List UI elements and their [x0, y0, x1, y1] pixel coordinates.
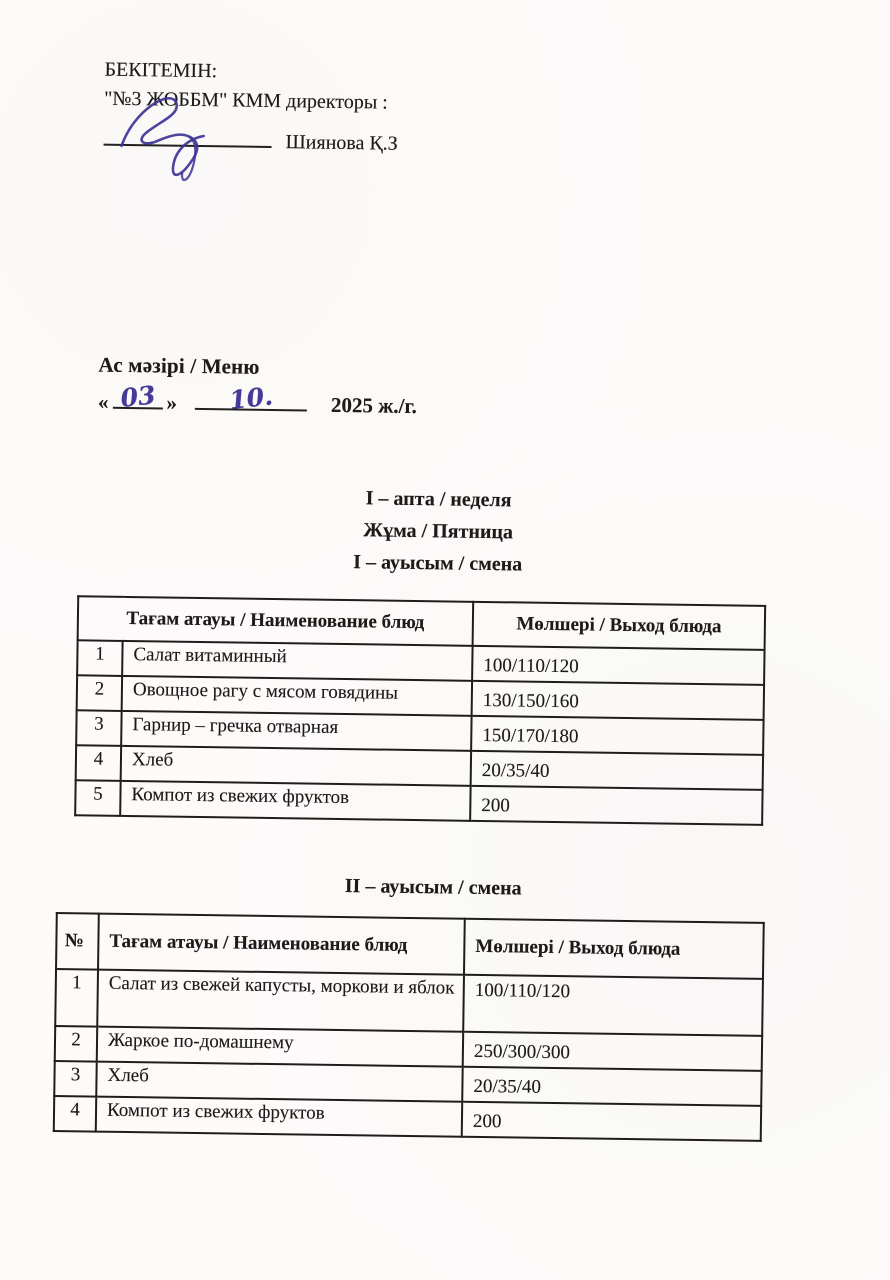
- portion-value: 100/110/120: [472, 646, 764, 685]
- menu-table-shift1: [74, 595, 766, 826]
- row-number: 1: [77, 640, 122, 676]
- menu-table-shift2: [53, 912, 765, 1142]
- week-heading: I – апта / неделя: [365, 487, 512, 512]
- month-blank: [195, 381, 307, 415]
- row-number: 4: [76, 745, 121, 781]
- year-label: 2025 ж./г.: [330, 392, 418, 419]
- row-number: 2: [77, 675, 122, 711]
- row-number: 3: [54, 1061, 96, 1097]
- menu-title: Ас мәзірі / Меню: [98, 352, 260, 379]
- dish-name: Компот из свежих фруктов: [120, 781, 470, 821]
- row-number: 3: [76, 710, 121, 746]
- day-blank: [112, 380, 162, 413]
- row-number: 2: [55, 1026, 97, 1062]
- shift1-heading: I – ауысым / смена: [353, 551, 523, 576]
- portion-value: 250/300/300: [463, 1032, 762, 1071]
- close-quote: »: [166, 390, 178, 415]
- signature-row: [103, 126, 398, 159]
- portion-value: 200: [470, 786, 762, 825]
- dish-name-header: Тағам атауы / Наименование блюд: [98, 914, 465, 975]
- day-heading: Жұма / Пятница: [363, 519, 514, 544]
- approval-heading: БЕКІТЕМІН:: [104, 58, 218, 83]
- menu-heading-block: [98, 353, 418, 419]
- dish-name: Салат из свежей капусты, моркови и яблок: [97, 970, 464, 1032]
- row-number: 4: [54, 1096, 96, 1132]
- row-number: 5: [75, 780, 120, 816]
- portion-header: Мөлшері / Выход блюда: [473, 602, 766, 650]
- number-header: №: [56, 913, 99, 970]
- portion-header: Мөлшері / Выход блюда: [464, 919, 764, 979]
- dish-name: Хлеб: [96, 1062, 462, 1102]
- table-header-row: [56, 913, 764, 979]
- shift2-heading: II – ауысым / смена: [344, 875, 522, 900]
- dish-name: Салат витаминный: [122, 641, 472, 681]
- handwritten-day: 03: [118, 380, 157, 413]
- dish-name: Жаркое по-домашнему: [97, 1027, 463, 1067]
- signature-line: [104, 126, 272, 148]
- section-headings: [0, 477, 884, 585]
- dish-name: Гарнир – гречка отварная: [121, 711, 471, 751]
- dish-name: Овощное рагу с мясом говядины: [122, 676, 472, 716]
- handwritten-month: 10.: [227, 381, 275, 415]
- portion-value: 200: [462, 1102, 761, 1141]
- approval-director-line: "№3 ЖОББМ" КММ директоры :: [104, 87, 388, 114]
- row-number: 1: [55, 969, 98, 1027]
- portion-value: 150/170/180: [471, 716, 763, 755]
- portion-value: 20/35/40: [462, 1067, 761, 1106]
- portion-value: 130/150/160: [472, 681, 764, 720]
- portion-value: 20/35/40: [471, 751, 763, 790]
- dish-name: Компот из свежих фруктов: [96, 1097, 462, 1137]
- table-row: [55, 969, 763, 1036]
- open-quote: «: [97, 389, 109, 414]
- dish-name-header: Тағам атауы / Наименование блюд: [78, 596, 474, 646]
- approval-block: [103, 56, 399, 159]
- date-line: [97, 380, 418, 419]
- dish-name: Хлеб: [121, 746, 471, 786]
- portion-value: 100/110/120: [463, 975, 763, 1036]
- signer-name: Шиянова Қ.З: [285, 131, 398, 155]
